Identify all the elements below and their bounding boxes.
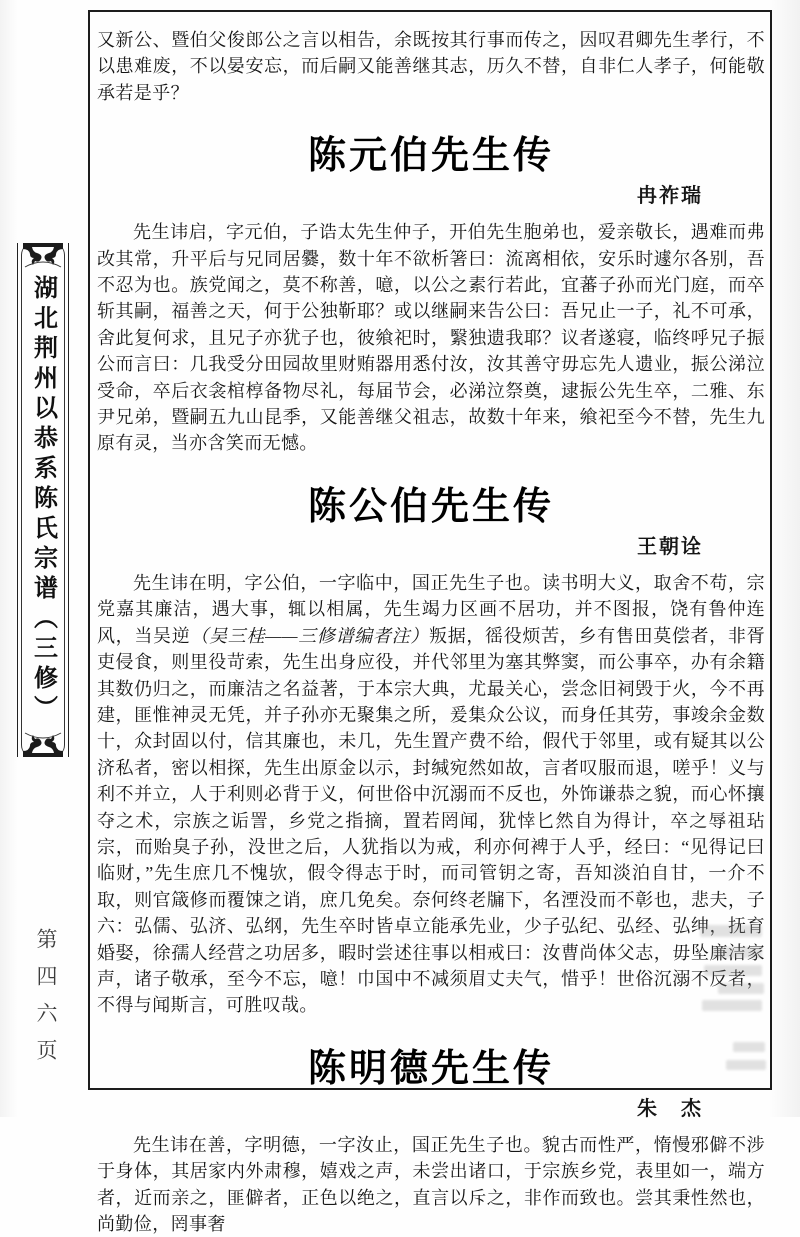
spine-inner-panel: [21, 243, 65, 757]
biography-title: 陈明德先生传: [307, 1047, 554, 1090]
page-bleedthrough-artifact: [718, 983, 764, 994]
biography-author: 冉祚瑞: [637, 185, 703, 208]
biography-section-chen-gongbo: [97, 483, 765, 1019]
biography-section-chen-yuanbo: [97, 132, 765, 457]
spine-border-box: [17, 243, 69, 757]
biography-body-text: 叛据，徭役烦苦，乡有售田莫偿者，非胥吏侵食，则里役苛索，先生出身应役，并代邻里为塞其弊窦，而公事卒，办有余籍其数仍归之，而廉洁之名益著，于本宗大典，尤最关心，尝念旧祠毁于火，今不再建，匪惟神灵无凭，并子孙亦无聚集之所，爰集众公议，而身任其劳，事竣余金数十，众封固以付，信其廉也，未几，先生置产费不给，假代于邻里，或有疑其以公济私者，密以相探，先生出原金以示，封缄宛然如故，言者叹服而退，嗟乎！义与利不并立，人于利则必背于义，何世俗中沉溺而不反也，外饰谦恭之貌，而心怀攘夺之术，宗族之诟詈，乡党之指摘，置若罔闻，犹悻匕然自为得计，卒之辱祖玷宗，而贻臭子孙，没世之后，人犹指以为戒，利亦何裨于人乎，经曰：“见得记曰临财，”先生庶几不愧欤，假令得志于时，而司管钥之寄，吾知淡泊自甘，一介不取，则官箴修而覆𫗧之诮，庶几免矣。奈何终老牖下，名湮没而不彰也，悲夫，子六：弘儒、弘济、弘纲，先生卒时皆卓立能承先业，少子弘纪、弘经、弘绅，抚育婚娶，徐孺人经营之功居多，暇时尝述往事以相戒曰：汝曹尚体父志，毋坠廉洁家声，诸子敬承，至今不忘，噫！巾国中不减须眉丈夫气，惜乎！世俗沉溺不反者，不得与闻斯言，可胜叹哉。: [97, 625, 766, 1016]
page-bleedthrough-artifact: [704, 965, 762, 976]
page-bleedthrough-artifact: [700, 925, 762, 937]
biography-section-chen-mingde: [97, 1045, 765, 1237]
intro-paragraph: 又新公、暨伯父俊郎公之言以相告，余既按其行事而传之，因叹君卿先生孝行，不以患难废，不以晏安忘，而后嗣又能善继其志，历久不替，自非仁人孝子，何能敬承若是乎？: [97, 30, 765, 103]
page-bleedthrough-artifact: [702, 1000, 762, 1011]
spine-cartouche: [17, 243, 69, 751]
biography-title: 陈公伯先生传: [307, 485, 554, 528]
biography-title: 陈元伯先生传: [307, 135, 554, 178]
biography-body: [97, 570, 765, 1019]
biography-body-text: 先生讳在明，字公伯，一字临中，国正先生子也。读书明大义，取舍不苟，宗党嘉其廉洁，遇大事，辄以相属，先生竭力区画不居功，并不图报，饶有鲁仲连风，当吴逆: [97, 572, 765, 646]
page-number: 第四六页: [34, 928, 58, 1076]
biography-body: 先生讳启，字元伯，子诰太先生仲子，开伯先生胞弟也，爱亲敬长，遇难而弗改其常，升平后与兄同居爨，数十年不欲析箸曰：流离相依，安乐时遽尔各别，吾不忍为也。族党闻之，莫不称善，噫，以公之素行若此，宜蕃子孙而光门庭，而卒斩其嗣，福善之天，何于公独靳耶？或以继嗣来告公曰：吾兄止一子，礼不可承，舍此复何求，且兄子亦犹子也，彼飨祀时，繄独遗我耶？议者遂寝，临终呼兄子振公而言曰：几我受分田园故里财贿器用悉付汝，汝其善守毋忘先人遗业，振公涕泣受命，卒后衣衾棺椁备物尽礼，每届节会，必涕泣祭奠，逮振公先生卒，二雅、东尹兄弟，暨嗣五九山昆季，又能善继父祖志，故数十年来，飨祀至今不替，先生九原有灵，当亦含笑而无憾。: [97, 222, 765, 454]
page-bleedthrough-artifact: [733, 1042, 765, 1052]
page-content: [90, 12, 770, 1237]
page-bleedthrough-artifact: [726, 1060, 766, 1070]
page-frame: [88, 10, 772, 1234]
spine-title: 湖北荆州以恭系陈氏宗谱（三修）: [29, 275, 56, 725]
biography-author: 王朝诠: [637, 535, 703, 558]
page-bleedthrough-artifact: [712, 947, 762, 958]
scroll-ornament-icon: [23, 727, 63, 757]
scroll-ornament-icon: [23, 243, 63, 273]
biography-body: 先生讳在善，字明德，一字汝止，国正先生子也。貌古而性严，惰慢邪僻不涉于身体，其居家内外肃穆，嬉戏之声，未尝出诸口，于宗族乡党，表里如一，端方者，近而亲之，匪僻者，正色以绝之，直言以斥之，非作而致也。尝其秉性然也，尚勤俭，罔事奢: [97, 1134, 765, 1234]
biography-author: 朱 杰: [637, 1097, 703, 1120]
editor-note-inline: （吴三桂——三修谱编者注）: [190, 625, 430, 646]
